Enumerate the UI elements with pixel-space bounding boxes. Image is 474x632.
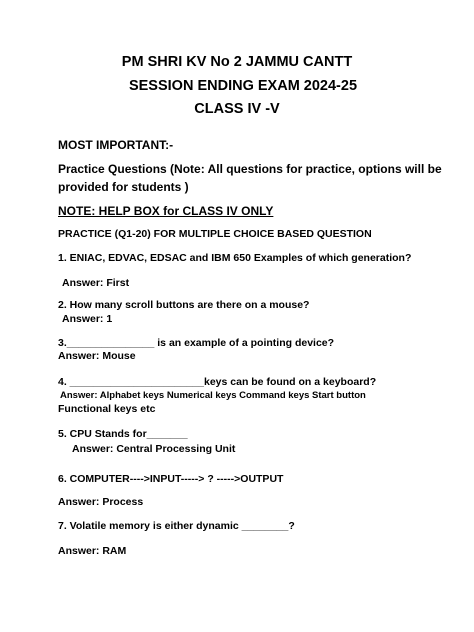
practice-note-line-1: Practice Questions (Note: All questions for practice, options will be	[58, 162, 442, 176]
question-7: 7. Volatile memory is either dynamic ________?	[58, 520, 295, 532]
answer-6: Answer: Process	[58, 496, 144, 508]
answer-4: Answer: Alphabet keys Numerical keys Command keys Start button	[60, 390, 366, 401]
answer-7: Answer: RAM	[58, 545, 127, 557]
class-heading: CLASS IV -V	[194, 101, 280, 117]
answer-4-continued: Functional keys etc	[58, 403, 156, 415]
question-2: 2. How many scroll buttons are there on a mouse?	[58, 299, 310, 311]
question-6: 6. COMPUTER---->INPUT-----> ? ----->OUTPUT	[58, 473, 284, 485]
most-important-label: MOST IMPORTANT:-	[58, 138, 174, 152]
question-1: 1. ENIAC, EDVAC, EDSAC and IBM 650 Examples of which generation?	[58, 252, 412, 264]
exam-session-heading: SESSION ENDING EXAM 2024-25	[128, 78, 358, 94]
answer-2: Answer: 1	[62, 313, 113, 325]
help-box-note: NOTE: HELP BOX for CLASS IV ONLY	[58, 204, 274, 218]
question-5: 5. CPU Stands for_______	[58, 428, 188, 440]
answer-3: Answer: Mouse	[58, 350, 136, 362]
school-name-heading: PM SHRI KV No 2 JAMMU CANTT	[121, 54, 353, 70]
answer-1: Answer: First	[62, 277, 130, 289]
question-4: 4. _______________________keys can be found on a keyboard?	[58, 376, 377, 388]
practice-note-line-2: provided for students )	[58, 180, 189, 194]
section-heading: PRACTICE (Q1-20) FOR MULTIPLE CHOICE BASED QUESTION	[58, 228, 372, 240]
answer-5: Answer: Central Processing Unit	[72, 443, 236, 455]
question-3: 3._______________ is an example of a pointing device?	[58, 337, 335, 349]
